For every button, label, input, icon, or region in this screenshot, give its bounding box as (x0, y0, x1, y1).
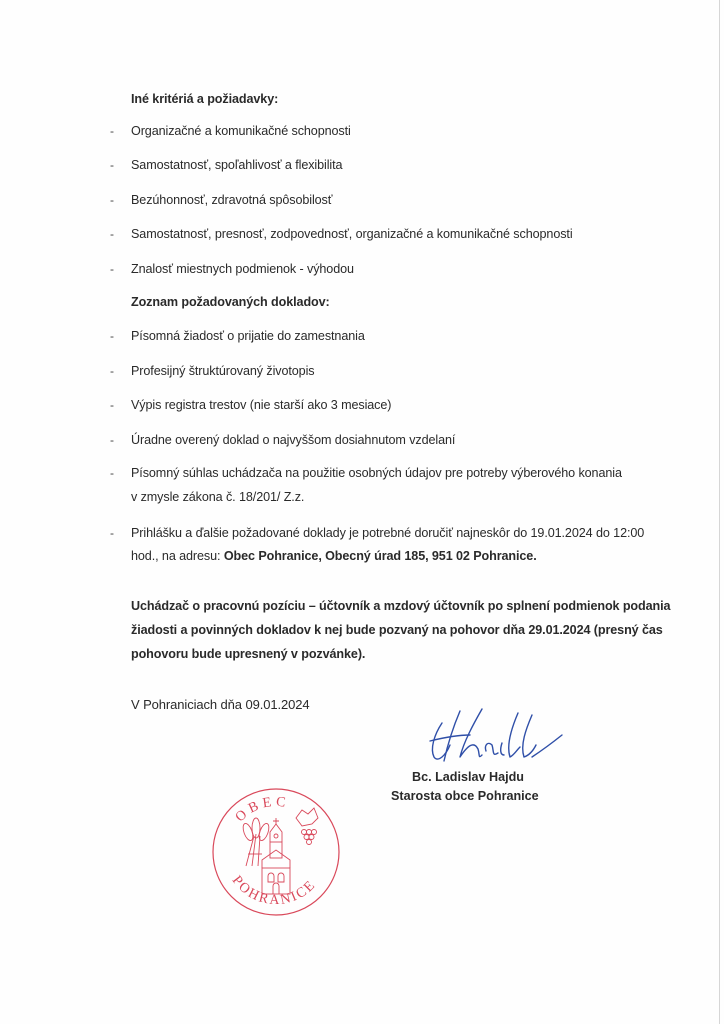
bullet-dash: - (110, 158, 114, 172)
bullet-dash: - (110, 398, 114, 412)
interview-line-2: žiadosti a povinných dokladov k nej bude pozvaný na pohovor dňa 29.01.2024 (presný čas (131, 623, 663, 637)
delivery-address: Obec Pohranice, Obecný úrad 185, 951 02 Pohranice. (223, 549, 537, 563)
signatory-title: Starosta obce Pohranice (391, 789, 539, 803)
bullet-dash: - (110, 193, 114, 207)
bullet-dash: - (110, 526, 114, 540)
document-item: Profesijný štruktúrovaný životopis (131, 364, 315, 378)
criteria-item: Bezúhonnosť, zdravotná spôsobilosť (131, 193, 333, 207)
page-edge (719, 0, 720, 1024)
delivery-line-1: Prihlášku a ďalšie požadované doklady je potrebné doručiť najneskôr do 19.01.2024 do 12:00 (131, 526, 645, 540)
place-date: V Pohraniciach dňa 09.01.2024 (131, 697, 310, 712)
interview-line-3: pohovoru bude upresnený v pozvánke). (131, 647, 366, 661)
svg-text:POHRANICE: POHRANICE (228, 873, 320, 909)
document-item: Výpis registra trestov (nie starší ako 3 mesiace) (131, 398, 392, 412)
municipal-stamp-icon (208, 784, 344, 920)
delivery-line-2 (131, 549, 537, 563)
bullet-dash: - (110, 364, 114, 378)
document-item: Písomná žiadosť o prijatie do zamestnania (131, 329, 365, 343)
criteria-heading: Iné kritériá a požiadavky: (131, 92, 279, 106)
bullet-dash: - (110, 124, 114, 138)
document-item: Úradne overený doklad o najvyššom dosiahnutom vzdelaní (131, 433, 456, 447)
bullet-dash: - (110, 227, 114, 241)
documents-heading: Zoznam požadovaných dokladov: (131, 295, 330, 309)
consent-line-2: v zmysle zákona č. 18/201/ Z.z. (131, 490, 305, 504)
consent-line-1: Písomný súhlas uchádzača na použitie osobných údajov pre potreby výberového konania (131, 466, 622, 480)
criteria-item: Znalosť miestnych podmienok - výhodou (131, 262, 354, 276)
criteria-item: Samostatnosť, spoľahlivosť a flexibilita (131, 158, 343, 172)
criteria-item: Organizačné a komunikačné schopnosti (131, 124, 351, 138)
bullet-dash: - (110, 466, 114, 480)
interview-line-1: Uchádzač o pracovnú pozíciu – účtovník a mzdový účtovník po splnení podmienok podania (131, 599, 671, 613)
delivery-prefix: hod., na adresu: (131, 549, 224, 563)
svg-text:OBEC: OBEC (232, 794, 291, 826)
criteria-item: Samostatnosť, presnosť, zodpovednosť, organizačné a komunikačné schopnosti (131, 227, 573, 241)
signatory-name: Bc. Ladislav Hajdu (412, 770, 524, 784)
bullet-dash: - (110, 329, 114, 343)
handwritten-signature-icon (420, 705, 570, 765)
bullet-dash: - (110, 262, 114, 276)
bullet-dash: - (110, 433, 114, 447)
